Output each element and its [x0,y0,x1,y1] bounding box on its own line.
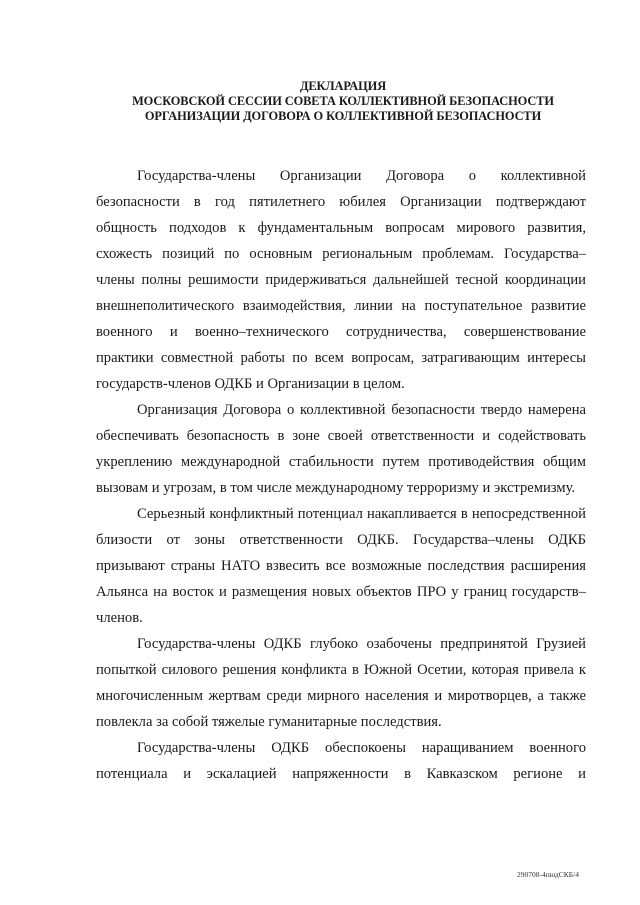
document-title [96,79,590,124]
footer-document-code: 290708-4пюдСКБ/4 [517,870,579,879]
document-body [96,163,586,787]
title-line-organization: ОРГАНИЗАЦИИ ДОГОВОРА О КОЛЛЕКТИВНОЙ БЕЗОПАСНОСТИ [144,109,542,123]
title-line-session: МОСКОВСКОЙ СЕССИИ СОВЕТА КОЛЛЕКТИВНОЙ БЕЗОПАСНОСТИ [132,94,554,108]
paragraph-2: Организация Договора о коллективной безопасности твердо намерена обеспечивать безопасность в зоне своей ответственности и содействовать укреплению международной стабильности путем противодействия общим вызовам и угрозам, в том числе международному терроризму и экстремизму. [96,402,586,496]
paragraph-1: Государства-члены Организации Договора о коллективной безопасности в год пятилетнего юбилея Организации подтверждают общность подходов к фундаментальным вопросам мирового развития, схожесть позиций по основным региональным проблемам. Государства–члены полны решимости придерживаться дальнейшей тесной координации внешнеполитического взаимодействия, линии на поступательное развитие военного и военно–технического сотрудничества, совершенствование практики совместной работы по всем вопросам, затрагивающим интересы государств-членов ОДКБ и Организации в целом. [96,168,586,392]
paragraph-5: Государства-члены ОДКБ обеспокоены наращиванием военного потенциала и эскалацией напряженности в Кавказском регионе и [96,740,586,782]
paragraph-4: Государства-члены ОДКБ глубоко озабочены предпринятой Грузией попыткой силового решения конфликта в Южной Осетии, которая привела к многочисленным жертвам среди мирного населения и миротворцев, а также повлекла за собой тяжелые гуманитарные последствия. [96,636,586,730]
paragraph-3: Серьезный конфликтный потенциал накапливается в непосредственной близости от зоны ответственности ОДКБ. Государства–члены ОДКБ призывают страны НАТО взвесить все возможные последствия расширения Альянса на восток и размещения новых объектов ПРО у границ государств–членов. [96,506,586,626]
title-line-declaration: ДЕКЛАРАЦИЯ [299,79,387,93]
